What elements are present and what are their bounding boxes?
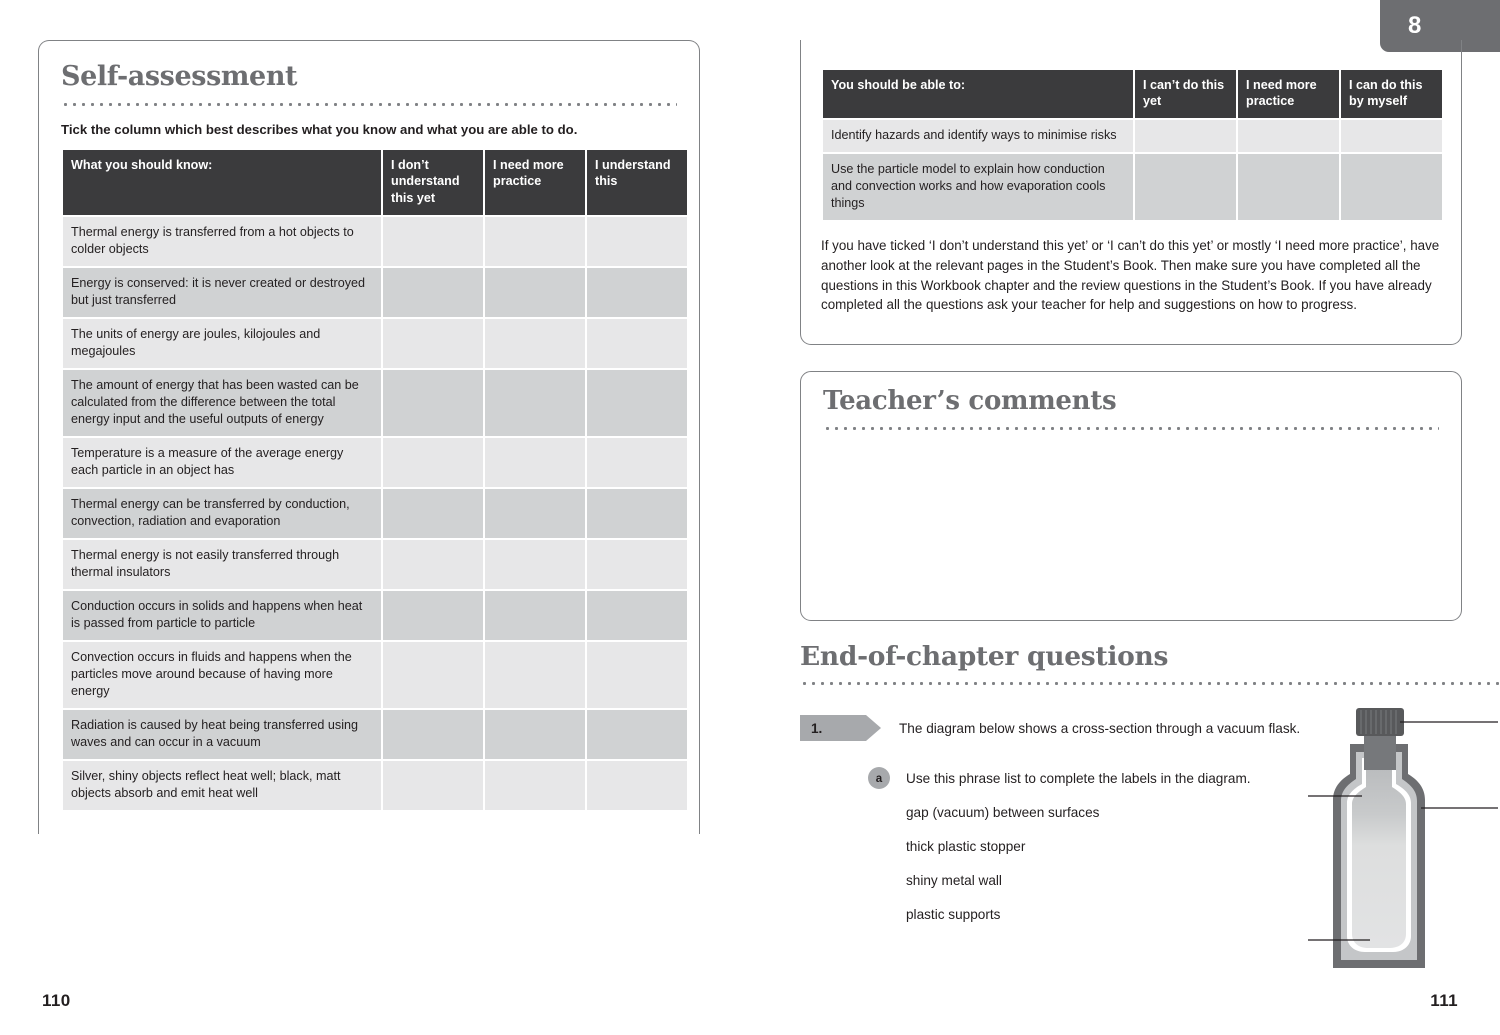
tick-cell-understand[interactable] [587,370,687,436]
table-row [63,438,687,487]
tick-cell-need-practice[interactable] [485,642,585,708]
table-row [63,319,687,368]
question-number: 1. [811,720,823,736]
question-number-badge [800,715,866,741]
statement-cell: Conduction occurs in solids and happens when heat is passed from particle to particle [63,591,381,640]
tick-cell-understand[interactable] [587,217,687,266]
table-row [63,761,687,810]
table-row [63,217,687,266]
statement-cell: Thermal energy is transferred from a hot objects to colder objects [63,217,381,266]
tick-cell-dont-understand[interactable] [383,761,483,810]
tick-cell-need-practice[interactable] [485,591,585,640]
tick-cell-need-practice[interactable] [485,370,585,436]
statement-cell: Silver, shiny objects reflect heat well; black, matt objects absorb and emit heat well [63,761,381,810]
page-number-right: 111 [1430,991,1458,1010]
flask-stopper [1356,708,1404,736]
tick-cell-cant-do[interactable] [1135,120,1236,152]
tick-cell-need-practice[interactable] [485,761,585,810]
statement-cell: Radiation is caused by heat being transferred using waves and can occur in a vacuum [63,710,381,759]
able-to-panel [800,40,1462,345]
column-header-understand: I understand this [587,150,687,214]
list-item: plastic supports [906,907,1001,923]
tick-cell-understand[interactable] [587,761,687,810]
tick-cell-need-practice[interactable] [485,540,585,589]
subquestion-badge [868,767,890,789]
table-row [823,120,1442,152]
table-header-row [823,70,1442,118]
list-item: shiny metal wall [906,873,1002,889]
tick-cell-dont-understand[interactable] [383,438,483,487]
left-page [38,40,700,834]
tick-cell-need-practice[interactable] [485,489,585,538]
statement-cell: Use the particle model to explain how conduction and convection works and how evaporation cools things [823,154,1133,220]
tick-cell-can-do[interactable] [1341,120,1442,152]
column-header-need-practice: I need more practice [1238,70,1339,118]
table-row [63,642,687,708]
statement-cell: Thermal energy is not easily transferred through thermal insulators [63,540,381,589]
tick-cell-dont-understand[interactable] [383,710,483,759]
column-header-can-do: I can do this by myself [1341,70,1442,118]
subquestion-letter: a [875,771,883,785]
tick-cell-understand[interactable] [587,268,687,317]
tick-cell-understand[interactable] [587,438,687,487]
tick-cell-understand[interactable] [587,710,687,759]
teachers-comments-box[interactable] [800,371,1462,621]
tick-cell-dont-understand[interactable] [383,591,483,640]
tick-cell-need-practice[interactable] [485,438,585,487]
column-header-able-to: You should be able to: [823,70,1133,118]
tick-cell-need-practice[interactable] [485,319,585,368]
tick-cell-understand[interactable] [587,319,687,368]
tick-cell-dont-understand[interactable] [383,217,483,266]
table-row [63,710,687,759]
statement-cell: The units of energy are joules, kilojoules and megajoules [63,319,381,368]
tick-cell-need-practice[interactable] [1238,120,1339,152]
chapter-number: 8 [1408,12,1422,39]
table-row [63,370,687,436]
list-item: thick plastic stopper [906,839,1026,855]
table-row [63,268,687,317]
list-item: gap (vacuum) between surfaces [906,805,1100,821]
page-number-left: 110 [42,991,71,1010]
question-text: The diagram below shows a cross-section through a vacuum flask. [899,721,1301,737]
dotted-divider [823,426,1439,430]
tick-instruction: Tick the column which best describes what you know and what you are able to do. [61,122,578,138]
tick-cell-dont-understand[interactable] [383,319,483,368]
column-header-statement: What you should know: [63,150,381,214]
self-assessment-panel [38,40,700,834]
tick-cell-need-practice[interactable] [485,268,585,317]
column-header-cant-do: I can’t do this yet [1135,70,1236,118]
statement-cell: Energy is conserved: it is never created or destroyed but just transferred [63,268,381,317]
tick-cell-dont-understand[interactable] [383,489,483,538]
tick-cell-cant-do[interactable] [1135,154,1236,220]
tick-cell-understand[interactable] [587,642,687,708]
vacuum-flask-diagram [1320,700,1500,968]
tick-cell-dont-understand[interactable] [383,642,483,708]
statement-cell: Thermal energy can be transferred by conduction, convection, radiation and evaporation [63,489,381,538]
tick-cell-need-practice[interactable] [485,710,585,759]
statement-cell: Temperature is a measure of the average energy each particle in an object has [63,438,381,487]
self-assessment-table [61,148,689,811]
table-row [823,154,1442,220]
table-header-row [63,150,687,214]
statement-cell: Convection occurs in fluids and happens when the particles move around because of having more energy [63,642,381,708]
tick-cell-need-practice[interactable] [1238,154,1339,220]
dotted-divider [61,102,677,106]
column-header-dont-understand: I don’t understand this yet [383,150,483,214]
column-header-need-practice: I need more practice [485,150,585,214]
subquestion-text: Use this phrase list to complete the labels in the diagram. [906,771,1251,787]
tick-cell-understand[interactable] [587,591,687,640]
able-to-table [821,68,1444,222]
table-row [63,591,687,640]
vacuum-flask-svg [1320,700,1500,968]
tick-cell-need-practice[interactable] [485,217,585,266]
tick-cell-dont-understand[interactable] [383,540,483,589]
dotted-divider [800,681,1500,685]
tick-cell-dont-understand[interactable] [383,370,483,436]
table-row [63,540,687,589]
tick-cell-understand[interactable] [587,540,687,589]
tick-cell-understand[interactable] [587,489,687,538]
tick-cell-can-do[interactable] [1341,154,1442,220]
page-title: Self-assessment [61,61,298,92]
end-of-chapter-title: End-of-chapter questions [800,641,1169,673]
statement-cell: Identify hazards and identify ways to minimise risks [823,120,1133,152]
tick-cell-dont-understand[interactable] [383,268,483,317]
guidance-note: If you have ticked ‘I don’t understand this yet’ or ‘I can’t do this yet’ or mostly ‘I need more practice’, have another look at the relevant pages in the Student’s Book. Then make sure you have completed all the questions in this Workbook chapter and the review questions in the Student’s Book. If you have already completed all the questions ask your teacher for help and suggestions on how to progress. [821,238,1440,313]
teachers-comments-title: Teacher’s comments [823,386,1117,417]
statement-cell: The amount of energy that has been wasted can be calculated from the difference between the total energy input and the useful outputs of energy [63,370,381,436]
table-row [63,489,687,538]
